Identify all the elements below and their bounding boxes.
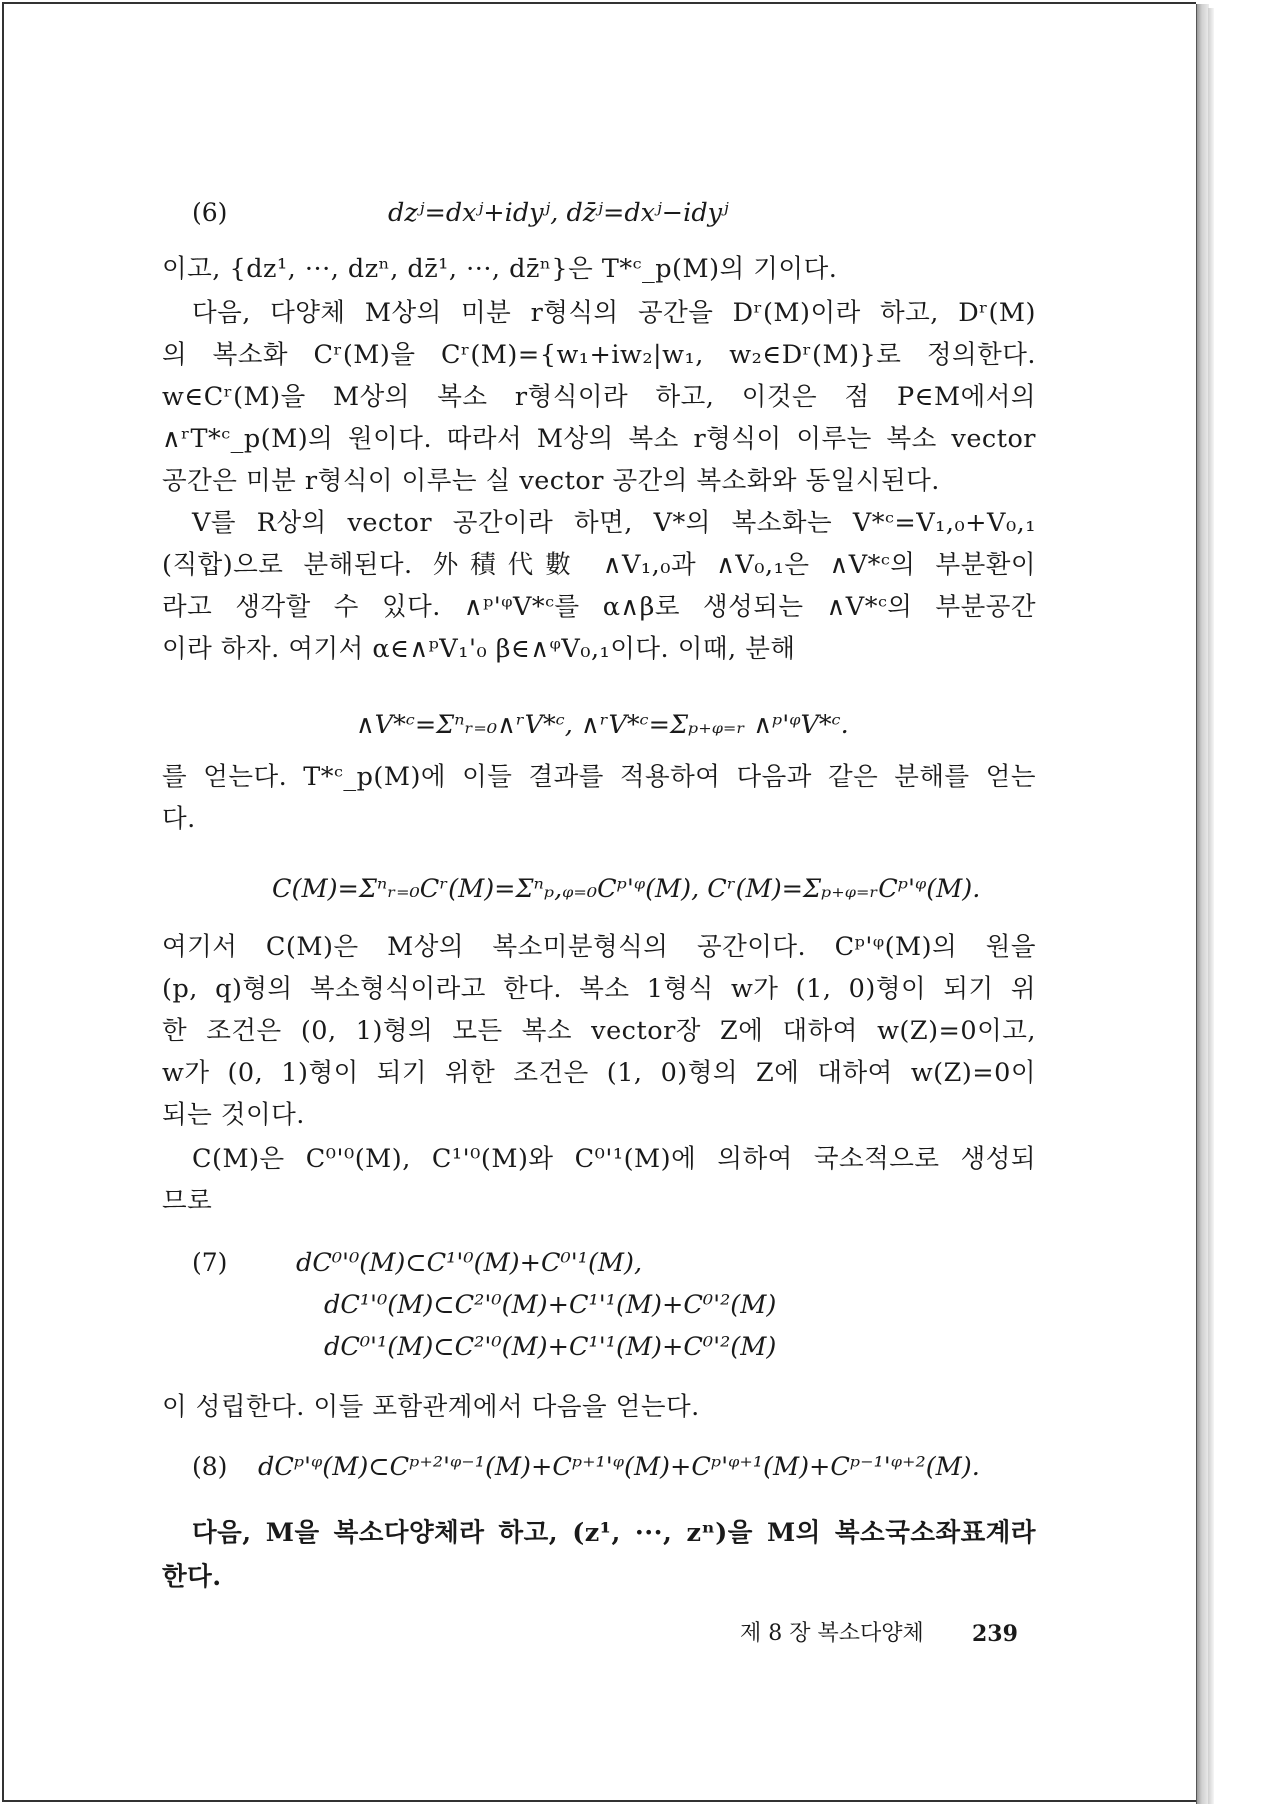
paragraph-line: 여기서 C(M)은 M상의 복소미분형식의 공간이다. Cᵖ'ᵠ(M)의 원을 [162,932,1036,962]
paragraph-line: 이고, {dz¹, ···, dzⁿ, dz̄¹, ···, dz̄ⁿ}은 T*ᶜ_p(M)의 기이다. [162,254,838,284]
equation-7-line: dC⁰'⁰(M)⊂C¹'⁰(M)+C⁰'¹(M), [296,1248,643,1278]
equation-number-8: (8) [192,1452,228,1481]
display-equation: C(M)=Σⁿᵣ₌₀Cʳ(M)=Σⁿₚ,ᵩ₌₀Cᵖ'ᵠ(M), Cʳ(M)=Σₚ₊ᵩ₌ᵣCᵖ'ᵠ(M). [272,874,981,904]
paragraph-line: 므로 [162,1186,213,1216]
paragraph-line: 한 조건은 (0, 1)형의 모든 복소 vector장 Z에 대하여 w(Z)=0이고, [162,1016,1036,1046]
paragraph-line: (직합)으로 분해된다. 外積代數 ∧V₁,₀과 ∧V₀,₁은 ∧V*ᶜ의 부분환이 [162,550,1036,580]
page-number: 239 [972,1621,1018,1647]
paragraph-line: 다음, 다양체 M상의 미분 r형식의 공간을 Dʳ(M)이라 하고, Dʳ(M) [192,298,1036,328]
equation-7-line: dC⁰'¹(M)⊂C²'⁰(M)+C¹'¹(M)+C⁰'²(M) [324,1332,777,1362]
paragraph-line: 다. [162,804,196,834]
paragraph-line: 이 성립한다. 이들 포함관계에서 다음을 얻는다. [162,1392,700,1422]
paragraph-line: 라고 생각할 수 있다. ∧ᵖ'ᵠV*ᶜ를 α∧β로 생성되는 ∧V*ᶜ의 부분공간 [162,592,1036,622]
equation-7-line: dC¹'⁰(M)⊂C²'⁰(M)+C¹'¹(M)+C⁰'²(M) [324,1290,777,1320]
equation-8: dCᵖ'ᵠ(M)⊂Cᵖ⁺²'ᵠ⁻¹(M)+Cᵖ⁺¹'ᵠ(M)+Cᵖ'ᵠ⁺¹(M)+Cᵖ⁻¹'ᵠ⁺²(M). [258,1452,980,1482]
paragraph-line: (p, q)형의 복소형식이라고 한다. 복소 1형식 w가 (1, 0)형이 되기 위 [162,974,1036,1004]
equation-number-7: (7) [192,1248,228,1277]
paragraph-line: 이라 하자. 여기서 α∈∧ᵖV₁'₀ β∈∧ᵠV₀,₁이다. 이때, 분해 [162,634,796,664]
paragraph-line: C(M)은 C⁰'⁰(M), C¹'⁰(M)와 C⁰'¹(M)에 의하여 국소적으로 생성되 [192,1144,1036,1174]
paragraph-line: 공간은 미분 r형식이 이루는 실 vector 공간의 복소화와 동일시된다. [162,466,940,496]
page-outer-edge [1208,8,1214,1804]
paragraph-line: V를 R상의 vector 공간이라 하면, V*의 복소화는 V*ᶜ=V₁,₀+V₀,₁ [192,508,1036,538]
paragraph-line: w가 (0, 1)형이 되기 위한 조건은 (1, 0)형의 Z에 대하여 w(Z)=0이 [162,1058,1036,1088]
paragraph-line: 한다. [162,1562,222,1592]
paragraph-line: 의 복소화 Cʳ(M)을 Cʳ(M)={w₁+iw₂|w₁, w₂∈Dʳ(M)}로 정의한다. [162,340,1036,370]
paragraph-line: 다음, M을 복소다양체라 하고, (z¹, ···, zⁿ)을 M의 복소국소좌표계라 [192,1518,1036,1548]
running-footer-chapter: 제 8 장 복소다양체 [740,1621,924,1646]
equation-6: dzʲ=dxʲ+idyʲ, dz̄ʲ=dxʲ−idyʲ [388,198,729,228]
paragraph-line: 되는 것이다. [162,1100,305,1130]
paragraph-line: w∈Cʳ(M)을 M상의 복소 r형식이라 하고, 이것은 점 P∈M에서의 [162,382,1036,412]
equation-number-6: (6) [192,198,228,227]
display-equation: ∧V*ᶜ=Σⁿᵣ₌₀∧ʳV*ᶜ, ∧ʳV*ᶜ=Σₚ₊ᵩ₌ᵣ ∧ᵖ'ᵠV*ᶜ. [356,710,849,740]
paragraph-line: ∧ʳT*ᶜ_p(M)의 원이다. 따라서 M상의 복소 r형식이 이루는 복소 vector [162,424,1036,454]
paragraph-line: 를 얻는다. T*ᶜ_p(M)에 이들 결과를 적용하여 다음과 같은 분해를 얻는 [162,762,1036,792]
